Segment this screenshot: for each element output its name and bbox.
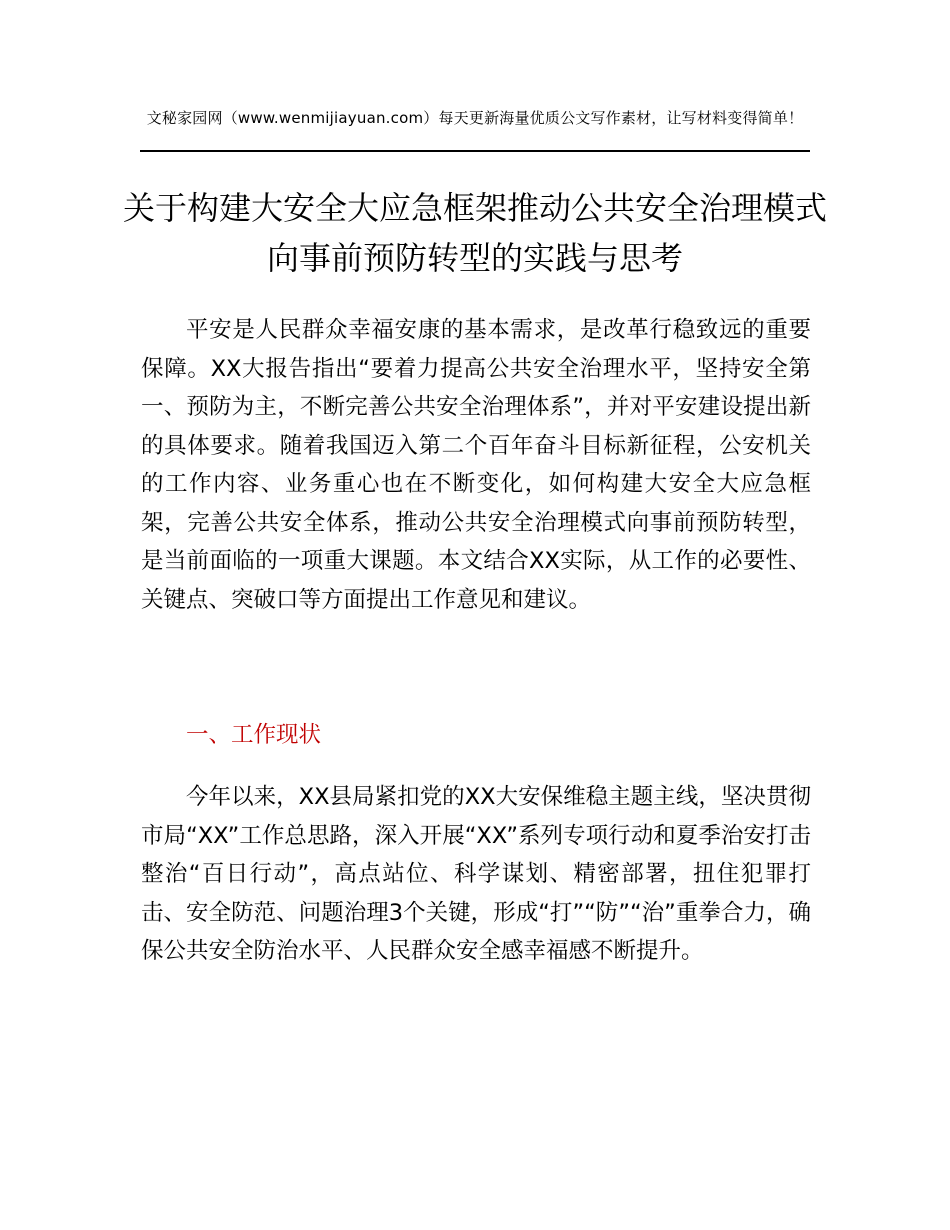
section-heading-status: 一、工作现状 [186, 722, 322, 748]
intro-paragraph: 平安是人民群众幸福安康的基本需求，是改革行稳致远的重要保障。XX大报告指出“要着力提高公共安全治理水平，坚持安全第一、预防为主，不断完善公共安全治理体系”，并对平安建设提出新的具体要求。随着我国迈入第二个百年奋斗目标新征程，公安机关的工作内容、业务重心也在不断变化，如何构建大安全大应急框架，完善公共安全体系，推动公共安全治理模式向事前预防转型，是当前面临的一项重大课题。本文结合XX实际，从工作的必要性、关键点、突破口等方面提出工作意见和建议。 [141, 317, 811, 613]
document-title: 关于构建大安全大应急框架推动公共安全治理模式向事前预防转型的实践与思考 [122, 189, 827, 277]
header-divider [140, 150, 810, 152]
header-banner: 文秘家园网（www.wenmijiayuan.com）每天更新海量优质公文写作素材，让写材料变得简单！ [146, 109, 804, 127]
section-paragraph-status: 今年以来，XX县局紧扣党的XX大安保维稳主题主线，坚决贯彻市局“XX”工作总思路，深入开展“XX”系列专项行动和夏季治安打击整治“百日行动”，高点站位、科学谋划、精密部署，扭住犯罪打击、安全防范、问题治理3个关键，形成“打”“防”“治”重拳合力，确保公共安全防治水平、人民群众安全感幸福感不断提升。 [141, 784, 811, 964]
